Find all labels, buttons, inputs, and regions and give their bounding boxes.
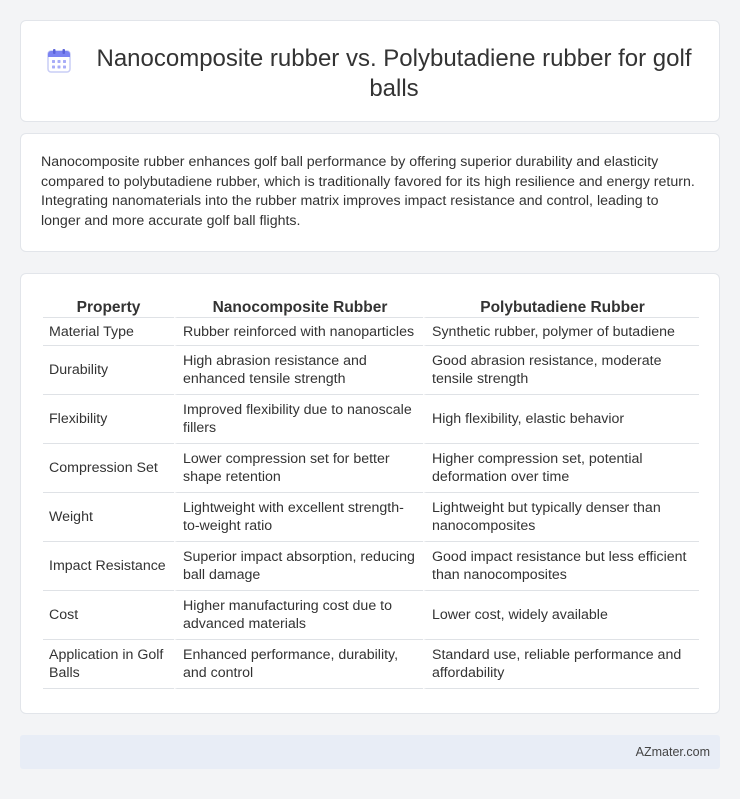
table-row bbox=[43, 346, 699, 395]
polybutadiene-cell: Good impact resistance but less efficient than nanocomposites bbox=[423, 542, 699, 591]
intro-paragraph: Nanocomposite rubber enhances golf ball performance by offering superior durability and elasticity compared to polybutadiene rubber, which is traditionally favored for its high resilience and energy return. Integrating nanomaterials into the rubber matrix improves impact resistance and control, leading to longer and more accurate golf ball flights. bbox=[41, 154, 695, 229]
table-row bbox=[43, 318, 699, 346]
property-cell: Durability bbox=[43, 346, 174, 395]
footer-brand: AZmater.com bbox=[635, 745, 710, 759]
polybutadiene-cell: Standard use, reliable performance and affordability bbox=[423, 640, 699, 689]
page-title: Nanocomposite rubber vs. Polybutadiene rubber for golf balls bbox=[96, 45, 692, 102]
property-cell: Material Type bbox=[43, 318, 174, 346]
nanocomposite-cell: Superior impact absorption, reducing ball damage bbox=[174, 542, 423, 591]
property-cell: Weight bbox=[43, 493, 174, 542]
polybutadiene-cell: Synthetic rubber, polymer of butadiene bbox=[423, 318, 699, 346]
table-row bbox=[43, 444, 699, 493]
comparison-card bbox=[20, 273, 720, 714]
polybutadiene-cell: Good abrasion resistance, moderate tensile strength bbox=[423, 346, 699, 395]
nanocomposite-cell: High abrasion resistance and enhanced tensile strength bbox=[174, 346, 423, 395]
nanocomposite-cell: Lightweight with excellent strength-to-weight ratio bbox=[174, 493, 423, 542]
polybutadiene-cell: Higher compression set, potential deformation over time bbox=[423, 444, 699, 493]
table-row bbox=[43, 395, 699, 444]
property-cell: Cost bbox=[43, 591, 174, 640]
nanocomposite-cell: Enhanced performance, durability, and control bbox=[174, 640, 423, 689]
nanocomposite-cell: Improved flexibility due to nanoscale fillers bbox=[174, 395, 423, 444]
nanocomposite-cell: Rubber reinforced with nanoparticles bbox=[174, 318, 423, 346]
intro-card bbox=[20, 133, 720, 252]
table-row bbox=[43, 493, 699, 542]
table-header-row bbox=[43, 296, 699, 318]
calendar-icon bbox=[46, 48, 72, 74]
property-cell: Impact Resistance bbox=[43, 542, 174, 591]
nanocomposite-cell: Higher manufacturing cost due to advanced materials bbox=[174, 591, 423, 640]
comparison-table bbox=[43, 296, 699, 689]
polybutadiene-cell: Lightweight but typically denser than nanocomposites bbox=[423, 493, 699, 542]
polybutadiene-cell: High flexibility, elastic behavior bbox=[423, 395, 699, 444]
title-row bbox=[21, 21, 719, 104]
property-cell: Compression Set bbox=[43, 444, 174, 493]
table-row bbox=[43, 542, 699, 591]
polybutadiene-cell: Lower cost, widely available bbox=[423, 591, 699, 640]
table-row bbox=[43, 591, 699, 640]
header-property: Property bbox=[43, 296, 174, 318]
nanocomposite-cell: Lower compression set for better shape retention bbox=[174, 444, 423, 493]
footer-bar bbox=[20, 735, 720, 769]
table-row bbox=[43, 640, 699, 689]
property-cell: Flexibility bbox=[43, 395, 174, 444]
header-polybutadiene: Polybutadiene Rubber bbox=[423, 296, 699, 318]
title-card bbox=[20, 20, 720, 122]
property-cell: Application in Golf Balls bbox=[43, 640, 174, 689]
header-nanocomposite: Nanocomposite Rubber bbox=[174, 296, 423, 318]
